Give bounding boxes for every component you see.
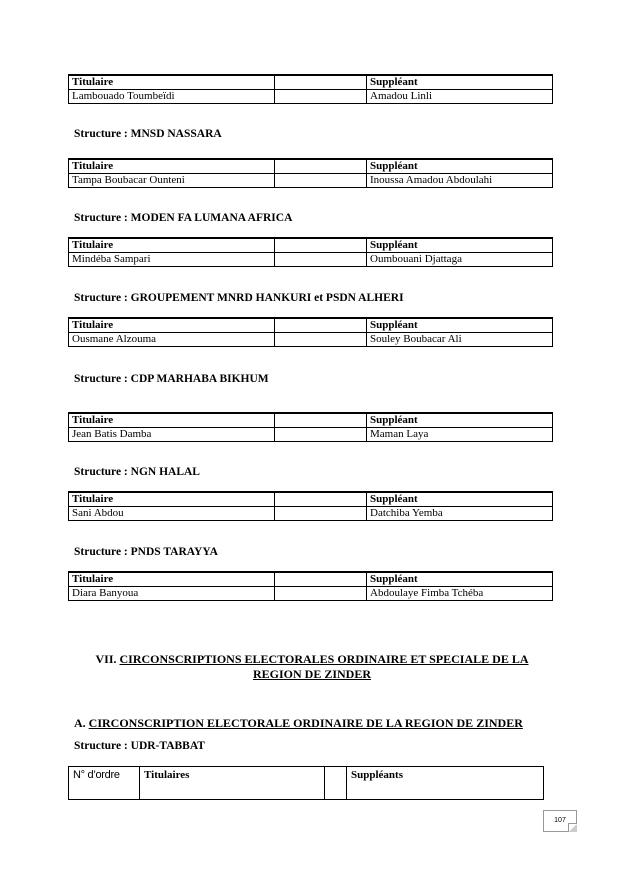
suppleant-name: Datchiba Yemba: [367, 507, 553, 521]
table-row: [69, 587, 553, 601]
empty-cell: [275, 587, 367, 601]
page-number: 107: [543, 810, 577, 832]
structure-prefix: Structure :: [74, 128, 128, 140]
structure-name: CDP MARHABA BIKHUM: [130, 373, 269, 385]
section-vii-line1: CIRCONSCRIPTIONS ELECTORALES ORDINAIRE ET SPECIALE DE LA: [119, 652, 529, 666]
empty-cell: [275, 572, 367, 587]
structure-name: PNDS TARAYYA: [130, 546, 218, 558]
suppleant-name: Souley Boubacar Ali: [367, 333, 553, 347]
suppleant-name: Abdoulaye Fimba Tchéba: [367, 587, 553, 601]
titulaire-name: Diara Banyoua: [69, 587, 275, 601]
section-a-number: A.: [74, 716, 86, 730]
structure-prefix: Structure :: [74, 212, 128, 224]
suppleant-header: Suppléant: [367, 492, 553, 507]
titulaire-header: Titulaire: [69, 318, 275, 333]
structure-name: NGN HALAL: [130, 466, 200, 478]
suppleant-header: Suppléant: [367, 413, 553, 428]
empty-cell: [275, 174, 367, 188]
suppleant-name: Inoussa Amadou Abdoulahi: [367, 174, 553, 188]
structure-prefix: Structure :: [74, 373, 128, 385]
titulaire-name: Jean Batis Damba: [69, 428, 275, 442]
structure-name: MNSD NASSARA: [130, 128, 222, 140]
structure-prefix: Structure :: [74, 292, 128, 304]
suppleant-header: Suppléant: [367, 318, 553, 333]
structure-heading: [74, 292, 404, 304]
suppleant-header: Suppléant: [367, 238, 553, 253]
empty-cell: [275, 507, 367, 521]
table-header-row: [69, 318, 553, 333]
candidates-table: [68, 317, 553, 347]
structure-heading: [74, 373, 269, 385]
titulaire-header: Titulaire: [69, 492, 275, 507]
table-header-row: [69, 492, 553, 507]
empty-cell: [275, 333, 367, 347]
empty-cell: [325, 767, 347, 800]
suppleant-name: Oumbouani Djattaga: [367, 253, 553, 267]
table-header-row: [69, 413, 553, 428]
candidates-table: [68, 237, 553, 267]
titulaires-header: Titulaires: [140, 767, 325, 800]
empty-cell: [275, 90, 367, 104]
titulaire-header: Titulaire: [69, 238, 275, 253]
titulaire-header: Titulaire: [69, 572, 275, 587]
suppleant-header: Suppléant: [367, 75, 553, 90]
suppleant-name: Amadou Linli: [367, 90, 553, 104]
candidates-table: [68, 158, 553, 188]
structure-heading: [74, 212, 292, 224]
table-header-row: [69, 75, 553, 90]
structure-heading: [74, 128, 222, 140]
table-row: [69, 90, 553, 104]
titulaire-name: Ousmane Alzouma: [69, 333, 275, 347]
empty-cell: [275, 159, 367, 174]
titulaire-name: Tampa Boubacar Ounteni: [69, 174, 275, 188]
order-table-header: [69, 767, 544, 800]
empty-cell: [275, 253, 367, 267]
structure-name: MODEN FA LUMANA AFRICA: [130, 212, 293, 224]
table-row: [69, 253, 553, 267]
section-vii-number: VII.: [95, 652, 117, 666]
empty-cell: [275, 75, 367, 90]
empty-cell: [275, 413, 367, 428]
suppleant-name: Maman Laya: [367, 428, 553, 442]
empty-cell: [275, 318, 367, 333]
suppleant-header: Suppléant: [367, 159, 553, 174]
titulaire-header: Titulaire: [69, 413, 275, 428]
structure-heading: [74, 466, 200, 478]
section-a-text: CIRCONSCRIPTION ELECTORALE ORDINAIRE DE LA REGION DE ZINDER: [88, 716, 523, 730]
structure-heading: [74, 546, 218, 558]
titulaire-name: Mindéba Sampari: [69, 253, 275, 267]
table-header-row: [69, 238, 553, 253]
order-number-header: N° d’ordre: [69, 767, 140, 800]
empty-cell: [275, 428, 367, 442]
empty-cell: [275, 492, 367, 507]
titulaire-name: Sani Abdou: [69, 507, 275, 521]
suppleant-header: Suppléant: [367, 572, 553, 587]
empty-cell: [275, 238, 367, 253]
table-row: [69, 333, 553, 347]
structure-prefix: Structure :: [74, 466, 128, 478]
table-header-row: [69, 159, 553, 174]
titulaire-header: Titulaire: [69, 159, 275, 174]
table-row: [69, 507, 553, 521]
section-vii-line2: REGION DE ZINDER: [252, 667, 372, 681]
section-vii-title: [74, 652, 550, 682]
structure-prefix: Structure :: [74, 740, 128, 752]
table-header-row: [69, 572, 553, 587]
table-row: [69, 428, 553, 442]
section-a-title: [74, 716, 523, 731]
structure-prefix: Structure :: [74, 546, 128, 558]
candidates-table: [68, 74, 553, 104]
structure-name: UDR-TABBAT: [130, 740, 205, 752]
titulaire-name: Lambouado Toumbeïdi: [69, 90, 275, 104]
candidates-table: [68, 571, 553, 601]
structure-heading: [74, 740, 205, 752]
titulaire-header: Titulaire: [69, 75, 275, 90]
order-table: [68, 766, 544, 800]
suppleants-header: Suppléants: [347, 767, 544, 800]
candidates-table: [68, 412, 553, 442]
structure-name: GROUPEMENT MNRD HANKURI et PSDN ALHERI: [130, 292, 404, 304]
table-row: [69, 174, 553, 188]
candidates-table: [68, 491, 553, 521]
